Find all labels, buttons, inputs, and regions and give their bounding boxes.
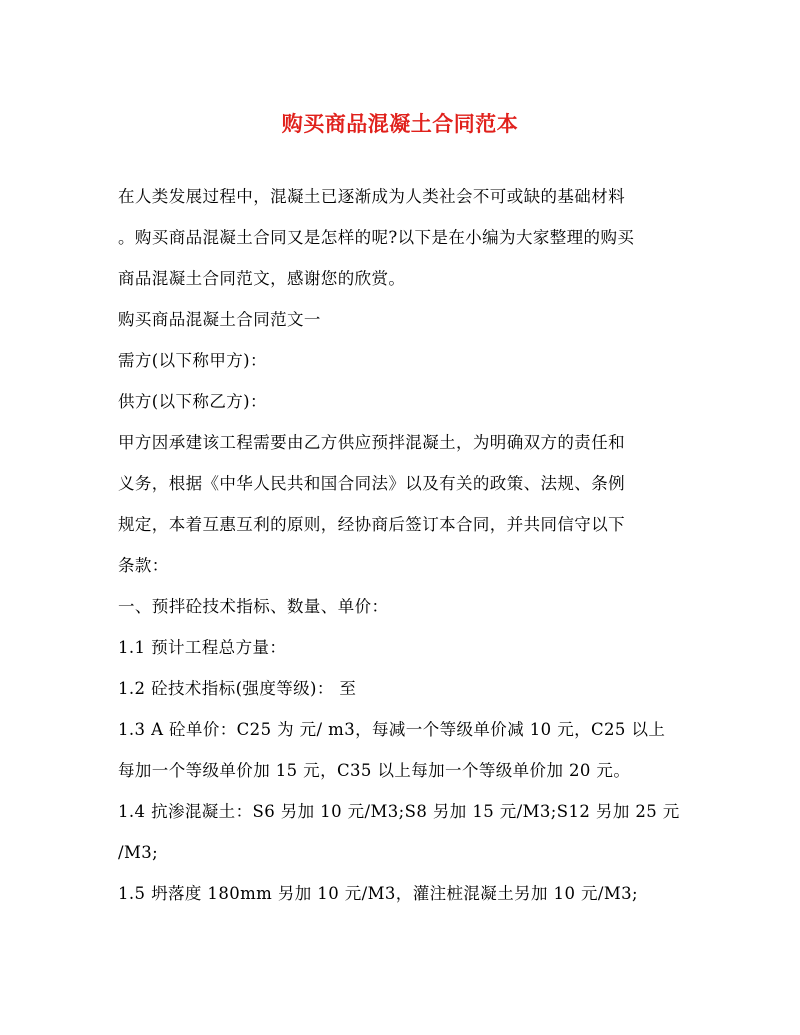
clause-item: 1.4 抗渗混凝土：S6 另加 10 元/M3;S8 另加 15 元/M3;S12 另加 25 元 <box>118 802 680 821</box>
clause-heading: 一、预拌砼技术指标、数量、单价： <box>118 597 389 616</box>
paragraph-line: 甲方因承建该工程需要由乙方供应预拌混凝土，为明确双方的责任和 <box>118 433 625 452</box>
clause-item: 每加一个等级单价加 15 元，C35 以上每加一个等级单价加 20 元。 <box>118 761 631 780</box>
clause-item: 1.1 预计工程总方量： <box>118 638 287 657</box>
party-a-line: 需方(以下称甲方)： <box>118 351 267 370</box>
paragraph-line: 规定，本着互惠互利的原则，经协商后签订本合同，并共同信守以下 <box>118 515 625 534</box>
paragraph-line: 条款： <box>118 556 169 575</box>
section-heading: 购买商品混凝土合同范文一 <box>118 310 321 329</box>
paragraph-line: 商品混凝土合同范文，感谢您的欣赏。 <box>118 269 406 288</box>
party-b-line: 供方(以下称乙方)： <box>118 392 267 411</box>
clause-item: /M3; <box>118 843 159 862</box>
document-title: 购买商品混凝土合同范本 <box>281 111 519 136</box>
document-body <box>118 176 688 914</box>
paragraph-line: 义务，根据《中华人民共和国合同法》以及有关的政策、法规、条例 <box>118 474 625 493</box>
paragraph-line: 。购买商品混凝土合同又是怎样的呢?以下是在小编为大家整理的购买 <box>118 228 635 247</box>
paragraph-line: 在人类发展过程中，混凝土已逐渐成为人类社会不可或缺的基础材料 <box>118 187 625 206</box>
clause-item: 1.3 A 砼单价：C25 为 元/ m3，每减一个等级单价减 10 元，C25 以上 <box>118 720 666 739</box>
clause-item: 1.2 砼技术指标(强度等级)： 至 <box>118 679 357 698</box>
clause-item: 1.5 坍落度 180mm 另加 10 元/M3，灌注桩混凝土另加 10 元/M3; <box>118 884 638 903</box>
